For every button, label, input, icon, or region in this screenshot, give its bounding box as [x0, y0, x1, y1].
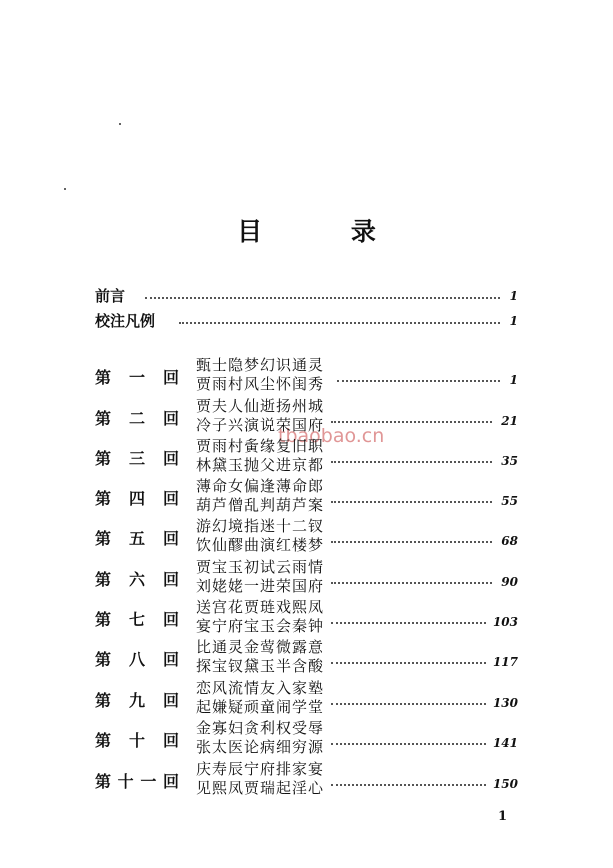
leader-dots [331, 501, 492, 503]
page-number: 1 [509, 289, 518, 303]
leader-dots [331, 622, 486, 624]
leader-dots [145, 297, 500, 299]
leader-dots [331, 662, 486, 664]
page-footer-number: 1 [498, 809, 508, 824]
toc-entry-editorial-notes[interactable] [95, 311, 518, 331]
page-number: 90 [501, 575, 518, 589]
page-number: 55 [501, 494, 518, 508]
chapter-label: 第 三 回 [95, 449, 179, 468]
page-number: 130 [492, 696, 518, 710]
leader-dots [331, 541, 492, 543]
leader-dots [331, 461, 492, 463]
entry-label: 前言 [95, 287, 126, 305]
chapter-title: 金寡妇贪利权受辱 张太医论病细穷源 [196, 719, 325, 756]
chapter-title: 贾夫人仙逝扬州城 冷子兴演说荣国府 [196, 397, 325, 434]
chapter-label: 第 一 回 [95, 368, 179, 387]
chapter-title: 贾宝玉初试云雨情 刘姥姥一进荣国府 [196, 558, 325, 595]
chapter-label: 第 十 回 [95, 731, 179, 750]
page-number: 1 [509, 373, 518, 387]
chapter-title: 恋风流情友入家塾 起嫌疑顽童闹学堂 [196, 679, 325, 716]
page-number: 150 [492, 777, 518, 791]
chapter-title: 贾雨村夤缘复旧职 林黛玉抛父进京都 [196, 437, 325, 474]
page-title: 目 录 [237, 217, 416, 246]
chapter-title: 甄士隐梦幻识通灵 贾雨村风尘怀闺秀 [196, 356, 325, 393]
chapter-label: 第 九 回 [95, 691, 179, 710]
chapter-label: 第 六 回 [95, 570, 179, 589]
entry-label: 校注凡例 [95, 312, 156, 330]
toc-entry-preface[interactable] [95, 286, 518, 306]
leader-dots [331, 582, 492, 584]
chapter-title: 庆寿辰宁府排家宴 见熙凤贾瑞起淫心 [196, 760, 325, 797]
chapter-label: 第 二 回 [95, 409, 179, 428]
page-number: 141 [492, 736, 518, 750]
page-number: 117 [492, 655, 518, 669]
chapter-title: 比通灵金莺微露意 探宝钗黛玉半含酸 [196, 638, 325, 675]
scan-speck [119, 123, 121, 125]
leader-dots [179, 322, 500, 324]
page-number: 21 [501, 414, 518, 428]
page-number: 35 [501, 454, 518, 468]
leader-dots [331, 421, 492, 423]
chapter-label: 第 八 回 [95, 650, 179, 669]
leader-dots [331, 784, 486, 786]
leader-dots [331, 743, 486, 745]
scan-speck [64, 188, 66, 190]
watermark: tbaobao.cn [278, 425, 385, 447]
chapter-label: 第 十 一 回 [95, 772, 179, 791]
leader-dots [337, 380, 500, 382]
page-number: 103 [492, 615, 518, 629]
chapter-title: 薄命女偏逢薄命郎 葫芦僧乱判葫芦案 [196, 477, 325, 514]
chapter-title: 送宫花贾琏戏熙凤 宴宁府宝玉会秦钟 [196, 598, 325, 635]
chapter-label: 第 五 回 [95, 529, 179, 548]
leader-dots [331, 703, 486, 705]
page-number: 1 [509, 314, 518, 328]
chapter-label: 第 四 回 [95, 489, 179, 508]
chapter-title: 游幻境指迷十二钗 饮仙醪曲演红楼梦 [196, 517, 325, 554]
page-number: 68 [501, 534, 518, 548]
chapter-label: 第 七 回 [95, 610, 179, 629]
